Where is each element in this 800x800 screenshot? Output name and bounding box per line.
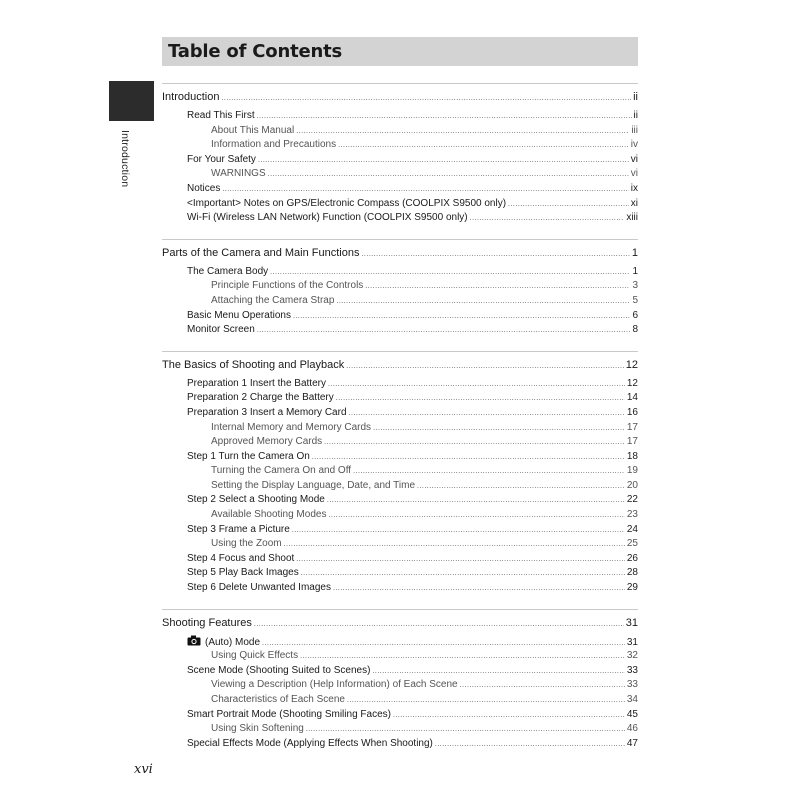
toc-section-heading[interactable]: [162, 246, 638, 261]
toc-entry-title: [187, 406, 347, 421]
leader-dots: [460, 678, 625, 694]
leader-dots: [346, 358, 624, 374]
toc-section-heading[interactable]: [162, 90, 638, 105]
toc-entry-text: Step 2 Select a Shooting Mode: [187, 494, 325, 506]
toc-section-heading[interactable]: [162, 616, 638, 631]
toc-entry[interactable]: [162, 265, 638, 280]
toc-entry[interactable]: [162, 309, 638, 324]
toc-subentry[interactable]: [162, 124, 638, 139]
toc-entry-text: Wi-Fi (Wireless LAN Network) Function (COOLPIX S9500 only): [187, 212, 468, 224]
toc-page-number: ii: [633, 91, 638, 103]
title-bar: [162, 37, 638, 66]
toc-page-number: 31: [626, 636, 638, 648]
toc-subentry[interactable]: [162, 479, 638, 494]
leader-dots: [435, 737, 625, 753]
toc-page-number: vi: [630, 153, 638, 165]
toc-section-title: Introduction: [162, 91, 220, 103]
toc-entry-title: [187, 377, 326, 392]
toc-entry-text: Step 1 Turn the Camera On: [187, 450, 310, 462]
leader-dots: [508, 197, 629, 213]
toc-entry[interactable]: [162, 153, 638, 168]
toc-page-number: 5: [632, 294, 638, 306]
toc-entry-text: The Camera Body: [187, 265, 269, 277]
leader-dots: [221, 90, 631, 106]
leader-dots: [373, 421, 625, 437]
toc-page-number: 22: [626, 494, 638, 506]
leader-dots: [306, 722, 625, 738]
toc-entry[interactable]: [162, 211, 638, 226]
toc-entry-title: [211, 649, 298, 664]
toc-entry-text: Principle Functions of the Controls: [211, 280, 364, 292]
toc-entry-title: [211, 678, 458, 693]
toc-section: [162, 239, 638, 338]
toc-entry[interactable]: [162, 377, 638, 392]
toc-entry[interactable]: [162, 635, 638, 650]
toc-page-number: 18: [626, 450, 638, 462]
toc-entry-text: Monitor Screen: [187, 324, 255, 336]
toc-entry-text: Using Skin Softening: [211, 723, 304, 735]
toc-entry-text: Smart Portrait Mode (Shooting Smiling Faces): [187, 708, 391, 720]
leader-dots: [257, 109, 632, 125]
toc-entry-text: Notices: [187, 182, 221, 194]
toc-page-number: 17: [626, 436, 638, 448]
leader-dots: [336, 391, 625, 407]
toc-entry-title: [187, 309, 291, 324]
toc-page-number: iv: [630, 139, 638, 151]
toc-entry-text: Step 5 Play Back Images: [187, 567, 299, 579]
toc-page-number: iii: [631, 124, 638, 136]
toc-entry-title: [187, 523, 290, 538]
toc-entry[interactable]: [162, 493, 638, 508]
toc-entry-title: [187, 323, 255, 338]
leader-dots: [353, 464, 625, 480]
toc-entry-text: Using the Zoom: [211, 538, 282, 550]
toc-entry-title: [211, 693, 345, 708]
leader-dots: [327, 493, 625, 509]
toc-entry-text: Basic Menu Operations: [187, 309, 291, 321]
toc-page-number: vi: [630, 168, 638, 180]
toc-entry-text: Scene Mode (Shooting Suited to Scenes): [187, 664, 371, 676]
leader-dots: [324, 435, 625, 451]
toc-entry-title: [211, 279, 363, 294]
toc-page-number: ix: [630, 182, 638, 194]
leader-dots: [333, 581, 625, 597]
toc-entry-title: [187, 211, 468, 226]
toc-subentry[interactable]: [162, 464, 638, 479]
toc-entry-title: [187, 197, 506, 212]
leader-dots: [284, 537, 625, 553]
toc-entry-title: [211, 421, 371, 436]
toc-entry[interactable]: [162, 323, 638, 338]
toc-entry-title: [187, 391, 334, 406]
toc-entry-title: [187, 552, 294, 567]
toc-entry-title: [187, 581, 331, 596]
page-title: Table of Contents: [168, 41, 343, 62]
toc-entry[interactable]: [162, 552, 638, 567]
toc-entry-title: [211, 537, 282, 552]
toc-entry-text: Using Quick Effects: [211, 650, 299, 662]
toc-page-number: 6: [632, 309, 638, 321]
toc-entry-text: Preparation 1 Insert the Battery: [187, 377, 326, 389]
toc-subentry[interactable]: [162, 649, 638, 664]
leader-dots: [254, 616, 624, 632]
leader-dots: [293, 309, 630, 325]
toc-entry-text: Read This First: [187, 110, 255, 121]
toc-page-number: 12: [626, 377, 638, 389]
leader-dots: [268, 167, 629, 183]
toc-section: [162, 351, 638, 596]
toc-entry[interactable]: [162, 664, 638, 679]
toc-entry-text: Available Shooting Modes: [211, 509, 327, 521]
leader-dots: [328, 377, 625, 393]
toc-entry-title: [211, 167, 266, 182]
toc-entry[interactable]: [162, 523, 638, 538]
toc-page-number: ii: [633, 110, 638, 121]
toc-entry-title: [187, 493, 325, 508]
toc-page-number: 31: [625, 616, 638, 629]
toc-page-number: 17: [626, 421, 638, 433]
toc-entry-title: [187, 182, 220, 197]
toc-page-number: 25: [626, 538, 638, 550]
toc-page-number: 8: [632, 324, 638, 336]
toc-entry[interactable]: [162, 182, 638, 197]
toc-entry[interactable]: [162, 566, 638, 581]
toc-entry[interactable]: [162, 406, 638, 421]
toc-entry-text: Characteristics of Each Scene: [211, 694, 345, 705]
toc-section-title: The Basics of Shooting and Playback: [162, 358, 345, 371]
toc-page-number: 34: [626, 694, 638, 705]
toc-entry-title: [187, 664, 370, 679]
toc-subentry[interactable]: [162, 508, 638, 523]
toc-entry-text: Attaching the Camera Strap: [211, 294, 335, 306]
toc-entry-title: [211, 124, 294, 139]
leader-dots: [393, 708, 625, 724]
toc-entry-text: About This Manual: [211, 124, 295, 136]
toc-subentry[interactable]: [162, 693, 638, 708]
toc-section-title: Parts of the Camera and Main Functions: [162, 246, 360, 259]
leader-dots: [470, 211, 625, 227]
toc-subentry[interactable]: [162, 294, 638, 309]
toc-entry-text: Preparation 3 Insert a Memory Card: [187, 406, 347, 418]
toc-entry-title: [187, 737, 433, 752]
toc-entry-text: Step 3 Frame a Picture: [187, 523, 290, 535]
toc-entry-text: Step 4 Focus and Shoot: [187, 552, 295, 564]
leader-dots: [338, 138, 629, 154]
toc-entry-title: [187, 265, 268, 280]
toc-entry-text: For Your Safety: [187, 153, 256, 165]
toc-page-number: 47: [626, 737, 638, 749]
leader-dots: [292, 523, 625, 539]
toc-entry-title: [187, 109, 255, 124]
toc-section: [162, 83, 638, 226]
toc-entry-title: [211, 138, 336, 153]
toc-entry-text: Special Effects Mode (Applying Effects When Shooting): [187, 737, 433, 749]
toc-subentry[interactable]: [162, 138, 638, 153]
toc-subentry[interactable]: [162, 167, 638, 182]
toc-entry[interactable]: [162, 737, 638, 752]
toc-entry-text: Step 6 Delete Unwanted Images: [187, 582, 331, 594]
toc-page-number: 29: [626, 582, 638, 594]
leader-dots: [336, 294, 630, 310]
toc-entry-title: [211, 464, 351, 479]
camera-icon: [187, 635, 201, 645]
toc-subentry[interactable]: [162, 537, 638, 552]
leader-dots: [328, 508, 624, 524]
toc-entry[interactable]: [162, 450, 638, 465]
toc-entry[interactable]: [162, 581, 638, 596]
side-tab-label: Introduction: [119, 130, 131, 188]
leader-dots: [222, 182, 628, 198]
toc-entry-text: Preparation 2 Charge the Battery: [187, 392, 334, 404]
toc-subentry[interactable]: [162, 435, 638, 450]
toc-entry-title: [187, 153, 256, 168]
leader-dots: [270, 265, 630, 281]
toc-subentry[interactable]: [162, 421, 638, 436]
page-number: xvi: [134, 762, 153, 777]
toc-page-number: 28: [626, 567, 638, 579]
leader-dots: [361, 246, 629, 262]
toc-entry-title: [211, 435, 322, 450]
leader-dots: [365, 279, 630, 295]
toc-page-number: 1: [632, 265, 638, 277]
toc-entry-title: [187, 708, 391, 723]
toc-entry[interactable]: [162, 197, 638, 212]
toc-entry-title: [211, 508, 326, 523]
toc-entry[interactable]: [162, 708, 638, 723]
toc-page-number: 3: [632, 280, 638, 292]
toc-entry-text: Turning the Camera On and Off: [211, 465, 352, 477]
toc-entry[interactable]: [162, 391, 638, 406]
toc-entry-title: [187, 450, 310, 465]
toc-subentry[interactable]: [162, 279, 638, 294]
leader-dots: [349, 406, 625, 422]
toc-entry-text: (Auto) Mode: [205, 636, 261, 648]
toc-page-number: 20: [626, 479, 638, 491]
leader-dots: [347, 693, 625, 709]
toc-entry-text: Setting the Display Language, Date, and Time: [211, 479, 416, 491]
toc-section: [162, 609, 638, 752]
toc-page-number: 24: [626, 523, 638, 535]
toc-entry-text: Internal Memory and Memory Cards: [211, 421, 372, 433]
toc-page-number: 1: [631, 246, 638, 259]
table-of-contents: [162, 83, 638, 751]
toc-section-heading[interactable]: [162, 358, 638, 373]
leader-dots: [312, 450, 625, 466]
toc-subentry[interactable]: [162, 678, 638, 693]
leader-dots: [301, 566, 625, 582]
toc-entry-text: Approved Memory Cards: [211, 436, 323, 448]
toc-page-number: 23: [626, 509, 638, 521]
toc-page-number: 46: [626, 723, 638, 735]
toc-entry-title: [211, 479, 415, 494]
leader-dots: [258, 153, 629, 169]
chapter-marker: [109, 81, 154, 121]
leader-dots: [417, 479, 625, 495]
toc-page-number: xiii: [626, 212, 638, 224]
leader-dots: [296, 552, 625, 568]
toc-page-number: 12: [625, 358, 638, 371]
toc-page-number: 19: [626, 465, 638, 477]
toc-page-number: xi: [630, 197, 638, 209]
leader-dots: [257, 323, 631, 339]
toc-page-number: 33: [626, 664, 638, 676]
toc-entry-title: [211, 294, 334, 309]
leader-dots: [296, 124, 629, 140]
toc-entry[interactable]: [162, 109, 638, 124]
toc-entry-text: Viewing a Description (Help Information) of Each Scene: [211, 679, 458, 691]
toc-page-number: 32: [626, 650, 638, 662]
toc-entry-text: Information and Precautions: [211, 139, 337, 151]
toc-entry-title: [211, 722, 304, 737]
toc-entry-text: WARNINGS: [211, 168, 266, 180]
toc-section-title: Shooting Features: [162, 616, 252, 629]
toc-page-number: 26: [626, 552, 638, 564]
toc-entry-title: [187, 566, 299, 581]
toc-page-number: 45: [626, 708, 638, 720]
leader-dots: [372, 664, 624, 680]
leader-dots: [300, 649, 625, 665]
toc-entry-text: <Important> Notes on GPS/Electronic Compass (COOLPIX S9500 only): [187, 197, 507, 209]
toc-page-number: 16: [626, 406, 638, 418]
toc-subentry[interactable]: [162, 722, 638, 737]
toc-entry-title: [187, 635, 260, 651]
toc-page-number: 33: [626, 679, 638, 691]
toc-page-number: 14: [626, 392, 638, 404]
